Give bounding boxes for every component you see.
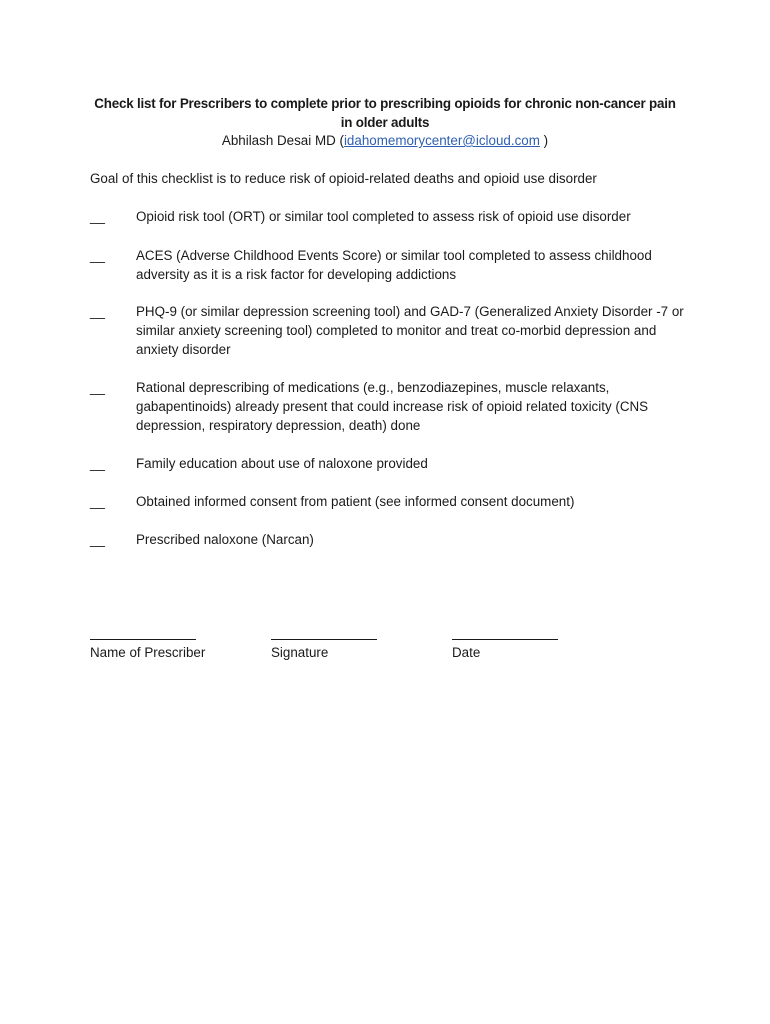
prescriber-signature-line: [90, 639, 196, 640]
date-line: [452, 639, 558, 640]
checklist-item-text: PHQ-9 (or similar depression screening tool) and GAD-7 (Generalized Anxiety Disorder -7 or similar anxiety screening tool) completed to monitor and treat co-morbid depression and anxiety disorder: [136, 304, 684, 357]
title-line-2: in older adults: [340, 115, 430, 130]
prescriber-name-label: Name of Prescriber: [90, 645, 206, 660]
document-title: [60, 94, 710, 132]
checkbox-blank: __: [90, 494, 105, 509]
checkbox-blank: __: [90, 209, 105, 224]
author-name: Abhilash Desai MD (: [221, 133, 344, 148]
checkbox-blank: __: [90, 380, 105, 395]
title-line-1: Check list for Prescribers to complete prior to prescribing opioids for chronic non-cancer pain: [94, 96, 676, 111]
author-line: [60, 131, 710, 150]
checkbox-blank: __: [90, 248, 105, 263]
checkbox-blank: __: [90, 532, 105, 547]
signature-label: Signature: [271, 645, 329, 660]
checklist-item-text: Family education about use of naloxone provided: [136, 456, 428, 471]
date-label: Date: [452, 645, 481, 660]
checklist-item-text: Rational deprescribing of medications (e.g., benzodiazepines, muscle relaxants, gabapentinoids) already present that could increase risk of opioid related toxicity (CNS depression, respiratory depression, death) done: [136, 380, 649, 433]
author-email-link[interactable]: idahomemorycenter@icloud.com: [343, 133, 540, 148]
checklist-item-text: Obtained informed consent from patient (see informed consent document): [136, 494, 575, 509]
goal-statement: Goal of this checklist is to reduce risk of opioid-related deaths and opioid use disorder: [90, 171, 597, 186]
author-suffix: ): [539, 133, 549, 148]
checklist-item-text: Opioid risk tool (ORT) or similar tool completed to assess risk of opioid use disorder: [136, 209, 631, 224]
checkbox-blank: __: [90, 456, 105, 471]
checklist-item-text: ACES (Adverse Childhood Events Score) or similar tool completed to assess childhood adversity as it is a risk factor for developing addictions: [136, 248, 652, 282]
checkbox-blank: __: [90, 304, 105, 319]
signature-line: [271, 639, 377, 640]
checklist-item-text: Prescribed naloxone (Narcan): [136, 532, 314, 547]
